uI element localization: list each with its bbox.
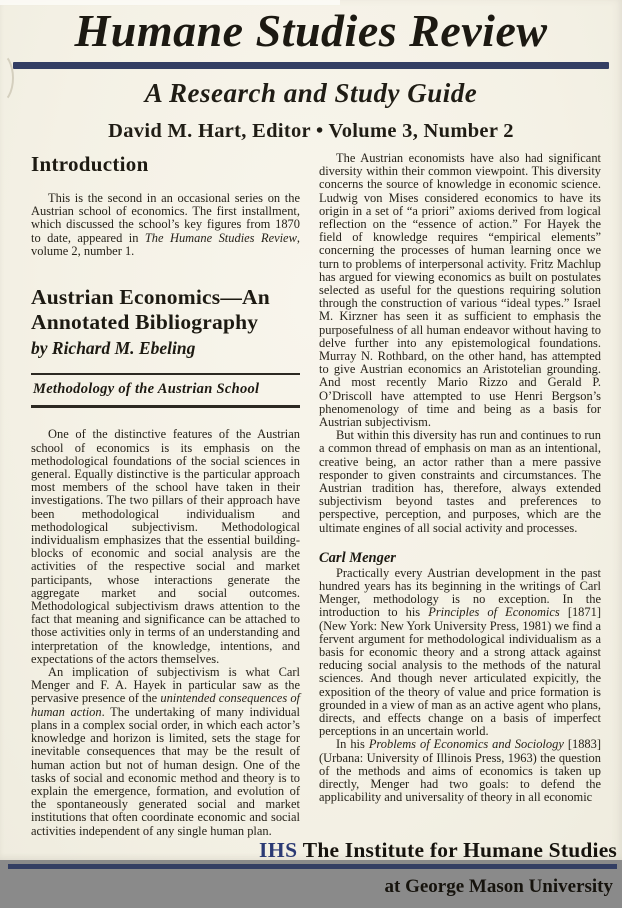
footer-divider [8, 864, 617, 869]
methodology-section-body [31, 428, 300, 837]
institute-name: The Institute for Humane Studies [302, 837, 617, 862]
two-column-body [0, 143, 622, 838]
carl-menger-subheading: Carl Menger [319, 549, 396, 566]
body-paragraph: One of the distinctive features of the Austrian school of economics is its emphasis on the methodological foundations of the social sciences in general. Equally distinctive is the particular approach most members of the school have taken in their investigations. The two pillars of their approach have been methodological individualism and methodological subjectivism. Methodological individualism emphasizes that the essential building-blocks of economic and social analysis are the activities of the respective social and market participants, whose interactions generate the aggregate market and social outcomes. Methodological subjectivism draws attention to the fact that meaning and significance can be attached to those activities only in terms of an understanding and interpretation of the knowledge, intentions, and expectations of the actors themselves. [31, 427, 300, 666]
body-paragraph: But within this diversity has run and continues to run a common thread of emphasis on man as an intentional, creative being, an actor rather than a mere passive responder to given constraints and circumstances. The Austrian tradition has, therefore, always extended subjectivism beyond tastes and preferences to perspective, perception, and purposes, which are the ultimate engines of all social activity and processes. [319, 428, 601, 535]
page-footer [0, 838, 622, 908]
institute-name-line [0, 838, 617, 863]
body-paragraph: In his Problems of Economics and Sociology [1883] (Urbana: University of Illinois Press, 1963) the question of the methods and aims of economics is taken up directly, Menger had two goals: to defend the applicability and universality of theory in all economic [319, 737, 601, 805]
editor-volume-byline: David M. Hart, Editor • Volume 3, Number 2 [108, 119, 514, 142]
article-title: Austrian Economics—An Annotated Bibliography [31, 284, 270, 334]
masthead [0, 0, 622, 143]
methodology-section-heading: Methodology of the Austrian School [33, 381, 260, 398]
scan-edge-artifact [0, 0, 340, 5]
section-divider-bottom [31, 405, 300, 408]
masthead-divider [13, 62, 609, 69]
left-column [31, 152, 300, 838]
ihs-logo: IHS [259, 837, 298, 862]
introduction-paragraph: This is the second in an occasional series on the Austrian school of economics. The first installment, which discussed the school’s key figures from 1870 to date, appeared in The Humane Studies Review, volume 2, number 1. [31, 190, 300, 258]
body-paragraph: Practically every Austrian development in the past hundred years has its beginning in the writings of Carl Menger, methodology is no exception. In the introduction to his Principles of Economics [1871] (New York: New York University Press, 1981) we find a fervent argument for methodological individualism as a basis for economic theory and a strong attack against reducing social analysis to the methods of the natural sciences. And though never articulated expicitly, the exposition of the theory of value and price formation is grounded in a view of man as an active agent who plans, directs, and effects change on a basis of imperfect perceptions in an uncertain world. [319, 565, 601, 739]
institute-location: at George Mason University [384, 875, 613, 897]
body-paragraph: The Austrian economists have also had significant diversity within their common viewpoint. This diversity concerns the source of knowledge in economic science. Ludwig von Mises considered economics to have its origin in a set of “a priori” axioms derived from logical reflection on the “essence of action.” For Hayek the field of knowledge requires “empirical elements” concerning the processes of human learning once we turn to problems of interpersonal activity. Fritz Machlup has argued for viewing economics as built on postulates selected as useful for the questions requiring solution through the construction of various “ideal types.” Israel M. Kirzner has seen it as sufficient to emphasis the purposefulness of all human endeavor without having to delve further into any epistemological foundations. Murray N. Rothbard, on the other hand, has attempted to give Austrian economics an Aristotelian grounding. And most recently Mario Rizzo and Gerald P. O’Driscoll have attempted to use Henri Bergson’s phenomenology of time and being as a basis for Austrian subjectivism. [319, 150, 601, 429]
introduction-heading: Introduction [31, 151, 149, 176]
publication-subtitle: A Research and Study Guide [144, 77, 478, 108]
article-author: by Richard M. Ebeling [31, 337, 196, 358]
body-paragraph: An implication of subjectivism is what Carl Menger and F. A. Hayek in particular saw as the pervasive presence of the unintended consequences of human action. The undertaking of many individual plans in a complex social order, in which each actor’s knowledge and horizon is limited, sets the stage for inevitable consequences that may be the result of human action but not of human design. One of the tasks of social and economic method and theory is to explain the emergence, formation, and evolution of the spontaneously generated social and market institutions that often coordinate economic and social activities independent of any single human plan. [31, 665, 300, 838]
publication-title: Humane Studies Review [74, 5, 548, 56]
right-column [319, 152, 601, 838]
